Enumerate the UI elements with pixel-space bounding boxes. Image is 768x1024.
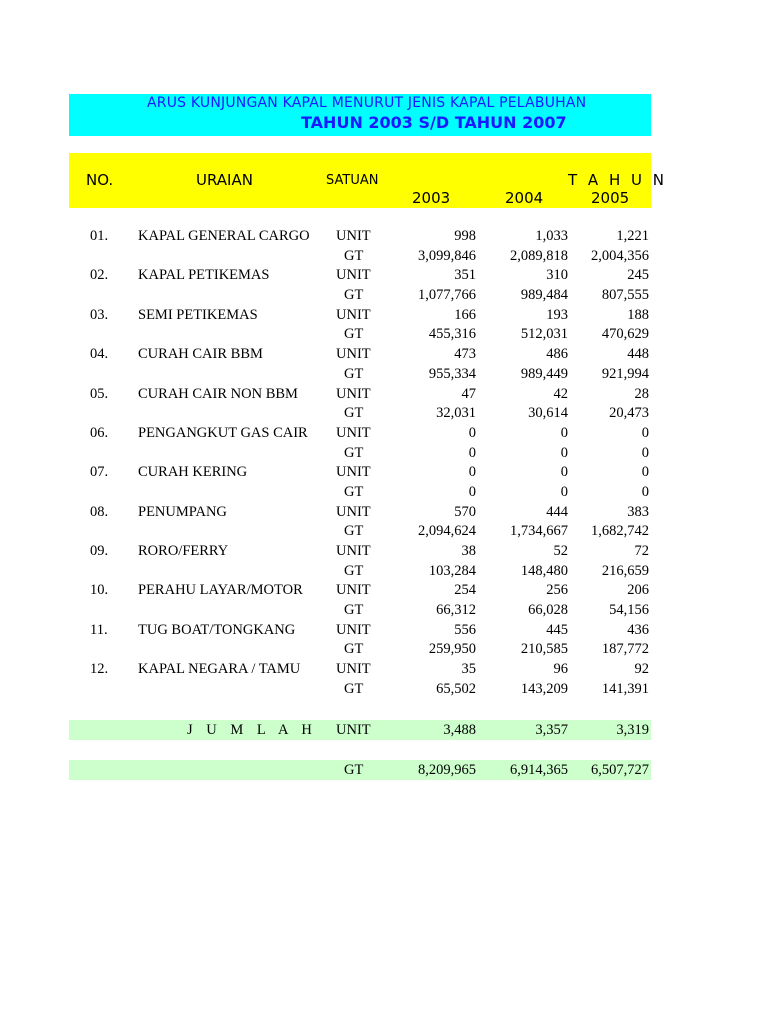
- row-value-2004: 486: [546, 346, 568, 363]
- row-value-2004: 66,028: [528, 602, 568, 619]
- row-value-2004: 1,734,667: [510, 523, 568, 540]
- total-label: J U M L A H: [187, 722, 317, 738]
- row-value-2003: 47: [461, 385, 476, 402]
- row-description: KAPAL NEGARA / TAMU: [138, 661, 301, 678]
- row-satuan: UNIT: [336, 464, 371, 481]
- table-row: [0, 680, 768, 700]
- row-value-2005: 92: [634, 661, 649, 678]
- report-subtitle: TAHUN 2003 S/D TAHUN 2007: [301, 113, 567, 132]
- row-number: 03.: [90, 306, 109, 323]
- header-tahun: T A H U N: [568, 171, 667, 189]
- row-satuan: GT: [344, 405, 364, 422]
- row-value-2005: 2,004,356: [591, 247, 649, 264]
- row-value-2004: 1,033: [535, 228, 568, 244]
- row-value-2004: 30,614: [528, 405, 568, 422]
- table-row: [0, 522, 768, 542]
- row-satuan: GT: [344, 562, 364, 579]
- row-description: TUG BOAT/TONGKANG: [138, 621, 296, 638]
- row-value-2003: 0: [468, 464, 476, 481]
- row-value-2004: 0: [560, 464, 568, 481]
- table-row: [0, 463, 768, 483]
- row-value-2003: 32,031: [436, 405, 476, 422]
- row-number: 08.: [90, 503, 109, 520]
- row-value-2003: 998: [454, 228, 476, 244]
- row-description: PENGANGKUT GAS CAIR: [138, 424, 308, 441]
- row-value-2004: 445: [546, 621, 568, 638]
- row-value-2003: 1,077,766: [418, 287, 476, 304]
- row-description: SEMI PETIKEMAS: [138, 306, 258, 323]
- row-value-2005: 72: [634, 543, 649, 559]
- row-satuan: UNIT: [336, 621, 371, 638]
- row-value-2004: 52: [553, 543, 568, 559]
- row-satuan: UNIT: [336, 543, 371, 559]
- row-value-2005: 188: [627, 306, 649, 323]
- row-satuan: UNIT: [336, 582, 371, 599]
- row-description: KAPAL PETIKEMAS: [138, 267, 270, 284]
- row-satuan: UNIT: [336, 346, 371, 363]
- row-value-2005: 1,221: [616, 228, 649, 244]
- row-value-2005: 436: [627, 621, 649, 638]
- row-satuan: GT: [344, 444, 364, 461]
- row-value-2004: 256: [546, 582, 568, 599]
- row-value-2003: 0: [468, 444, 476, 461]
- row-satuan: GT: [344, 287, 364, 304]
- row-value-2004: 0: [560, 444, 568, 461]
- row-value-2003: 38: [461, 543, 476, 559]
- table-row: [0, 581, 768, 601]
- table-row: [0, 621, 768, 641]
- row-description: PENUMPANG: [138, 503, 227, 520]
- total-unit-2003: 3,488: [443, 722, 476, 738]
- row-value-2005: 0: [641, 483, 649, 500]
- row-number: 10.: [90, 582, 109, 599]
- row-value-2003: 455,316: [428, 326, 476, 343]
- row-number: 01.: [90, 228, 109, 244]
- header-year-2003: 2003: [412, 189, 451, 207]
- row-value-2004: 0: [560, 483, 568, 500]
- row-value-2005: 0: [641, 444, 649, 461]
- row-number: 04.: [90, 346, 109, 363]
- row-number: 02.: [90, 267, 109, 284]
- row-value-2004: 2,089,818: [510, 247, 568, 264]
- table-row: [0, 444, 768, 464]
- row-value-2004: 310: [546, 267, 568, 284]
- row-number: 07.: [90, 464, 109, 481]
- row-value-2005: 0: [641, 464, 649, 481]
- header-no: NO.: [86, 171, 114, 189]
- row-satuan: UNIT: [336, 306, 371, 323]
- total-unit-satuan: UNIT: [336, 722, 371, 738]
- row-satuan: GT: [344, 365, 364, 382]
- table-row: [0, 365, 768, 385]
- row-value-2003: 35: [461, 661, 476, 678]
- row-value-2005: 141,391: [601, 680, 649, 697]
- row-value-2004: 148,480: [520, 562, 568, 579]
- table-row: [0, 660, 768, 680]
- row-satuan: UNIT: [336, 424, 371, 441]
- table-row: [0, 503, 768, 523]
- table-row: [0, 483, 768, 503]
- row-number: 12.: [90, 661, 109, 678]
- row-description: PERAHU LAYAR/MOTOR: [138, 582, 303, 599]
- row-value-2005: 470,629: [601, 326, 649, 343]
- table-row: [0, 601, 768, 621]
- row-satuan: UNIT: [336, 661, 371, 678]
- table-row: [0, 266, 768, 286]
- row-value-2004: 444: [546, 503, 568, 520]
- row-value-2003: 570: [454, 503, 476, 520]
- total-gt-2003: 8,209,965: [418, 762, 476, 778]
- total-unit-2005: 3,319: [616, 722, 649, 738]
- table-row: [0, 325, 768, 345]
- row-value-2004: 512,031: [520, 326, 568, 343]
- row-value-2005: 0: [641, 424, 649, 441]
- row-value-2003: 66,312: [436, 602, 476, 619]
- report-title: ARUS KUNJUNGAN KAPAL MENURUT JENIS KAPAL PELABUHAN: [147, 95, 587, 111]
- row-satuan: GT: [344, 247, 364, 264]
- total-unit-2004: 3,357: [535, 722, 568, 738]
- row-value-2003: 0: [468, 483, 476, 500]
- total-gt-2004: 6,914,365: [510, 762, 568, 778]
- header-year-2005: 2005: [591, 189, 630, 207]
- row-value-2003: 2,094,624: [418, 523, 476, 540]
- row-value-2003: 254: [454, 582, 476, 599]
- row-satuan: GT: [344, 483, 364, 500]
- row-value-2003: 65,502: [436, 680, 476, 697]
- row-value-2004: 0: [560, 424, 568, 441]
- row-description: CURAH KERING: [138, 464, 248, 481]
- row-value-2005: 20,473: [609, 405, 649, 422]
- row-value-2005: 448: [627, 346, 649, 363]
- row-number: 09.: [90, 543, 109, 559]
- row-value-2004: 989,484: [520, 287, 568, 304]
- row-satuan: GT: [344, 523, 364, 540]
- table-row: [0, 562, 768, 582]
- table-row: [0, 345, 768, 365]
- row-number: 11.: [90, 621, 108, 638]
- row-satuan: UNIT: [336, 267, 371, 284]
- row-value-2003: 259,950: [428, 641, 476, 658]
- header-satuan: SATUAN: [326, 173, 379, 188]
- row-value-2005: 807,555: [601, 287, 649, 304]
- row-satuan: GT: [344, 641, 364, 658]
- row-satuan: UNIT: [336, 385, 371, 402]
- row-satuan: GT: [344, 326, 364, 343]
- row-satuan: GT: [344, 602, 364, 619]
- header-uraian: URAIAN: [196, 171, 253, 189]
- table-row: [0, 286, 768, 306]
- row-satuan: UNIT: [336, 503, 371, 520]
- row-value-2005: 187,772: [601, 641, 649, 658]
- row-value-2004: 143,209: [520, 680, 568, 697]
- row-value-2005: 216,659: [601, 562, 649, 579]
- row-value-2003: 103,284: [428, 562, 476, 579]
- total-gt-satuan: GT: [344, 762, 364, 778]
- row-description: KAPAL GENERAL CARGO: [138, 228, 310, 244]
- row-value-2003: 3,099,846: [418, 247, 476, 264]
- row-value-2004: 42: [553, 385, 568, 402]
- row-value-2003: 351: [454, 267, 476, 284]
- row-satuan: GT: [344, 680, 364, 697]
- row-value-2003: 556: [454, 621, 476, 638]
- table-row: [0, 227, 768, 247]
- table-row: [0, 247, 768, 267]
- row-value-2003: 166: [454, 306, 476, 323]
- table-row: [0, 404, 768, 424]
- header-year-2004: 2004: [505, 189, 544, 207]
- row-value-2004: 193: [546, 306, 568, 323]
- row-value-2004: 96: [553, 661, 568, 678]
- row-description: CURAH CAIR NON BBM: [138, 385, 298, 402]
- table-row: [0, 306, 768, 326]
- row-value-2005: 383: [627, 503, 649, 520]
- row-description: RORO/FERRY: [138, 543, 229, 559]
- row-value-2005: 921,994: [601, 365, 649, 382]
- table-row: [0, 385, 768, 405]
- table-row: [0, 424, 768, 444]
- table-row: [0, 640, 768, 660]
- row-value-2005: 1,682,742: [591, 523, 649, 540]
- row-value-2005: 28: [634, 385, 649, 402]
- row-value-2005: 206: [627, 582, 649, 599]
- row-value-2005: 245: [627, 267, 649, 284]
- data-table-body: [0, 227, 768, 700]
- row-value-2004: 989,449: [520, 365, 568, 382]
- row-value-2003: 0: [468, 424, 476, 441]
- row-value-2003: 473: [454, 346, 476, 363]
- row-value-2004: 210,585: [520, 641, 568, 658]
- row-satuan: UNIT: [336, 228, 371, 244]
- row-description: CURAH CAIR BBM: [138, 346, 263, 363]
- row-number: 06.: [90, 424, 109, 441]
- table-row: [0, 542, 768, 562]
- row-value-2005: 54,156: [609, 602, 649, 619]
- row-number: 05.: [90, 385, 109, 402]
- row-value-2003: 955,334: [428, 365, 476, 382]
- total-gt-2005: 6,507,727: [591, 762, 649, 778]
